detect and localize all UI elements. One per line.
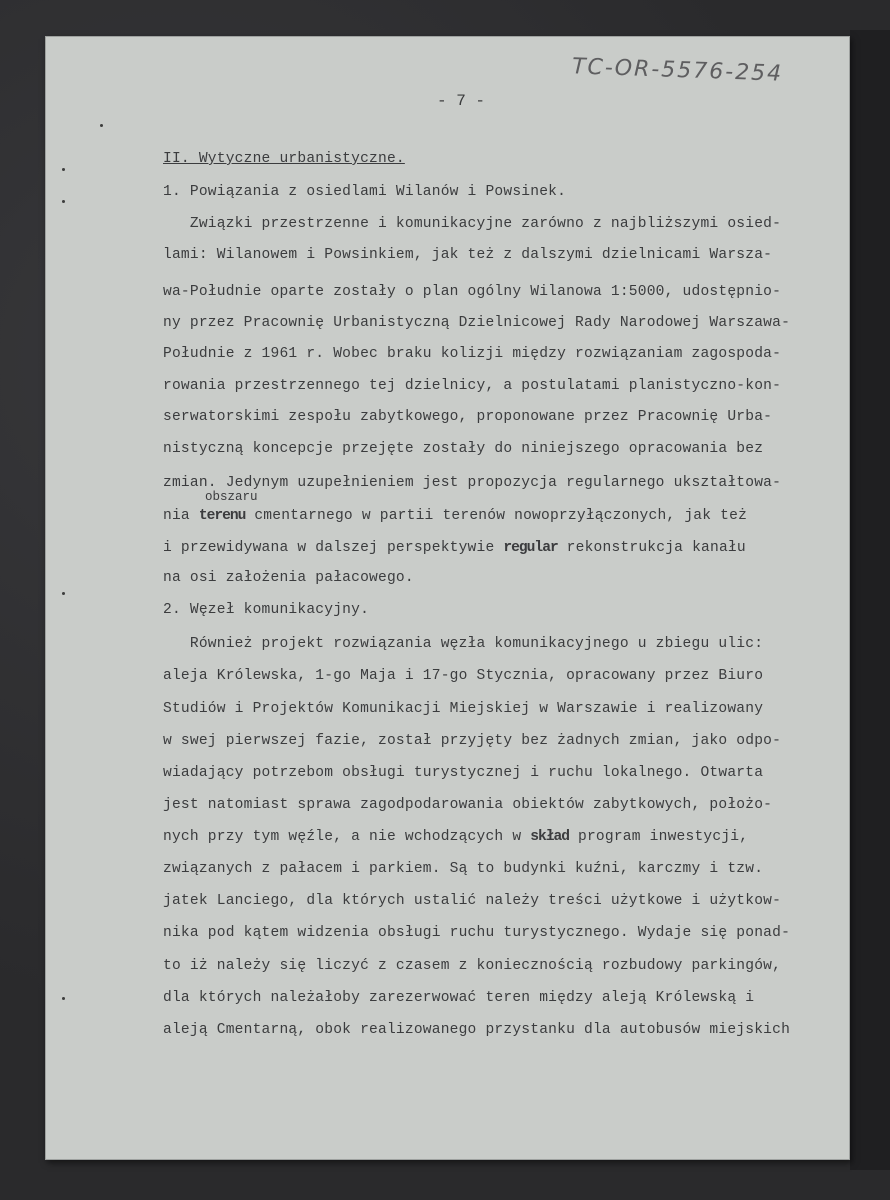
text-line: jest natomiast sprawa zagodpodarowania obiektów zabytkowych, położo- [163,797,773,813]
text-line: ny przez Pracownię Urbanistyczną Dzielnicowej Rady Narodowej Warszawa- [163,315,791,331]
margin-mark [62,200,65,203]
text-line: 1. Powiązania z osiedlami Wilanów i Powsinek. [163,184,567,200]
text-line: nistyczną koncepcje przejęte zostały do niniejszego opracowania bez [163,441,764,457]
text-line-with-correction [163,540,746,556]
text-line: rowania przestrzennego tej dzielnicy, a postulatami planistyczno-kon- [163,378,782,394]
text-line: Związki przestrzenne i komunikacyjne zarówno z najbliższymi osied- [163,216,782,232]
interlinear-insertion: obszaru [205,490,258,504]
scanner-edge [850,30,890,1170]
text-segment: cmentarnego w partii terenów nowoprzyłączonych, jak też [245,508,748,524]
crossed-out-word: regular [503,540,558,556]
subsection-heading: 2. Węzeł komunikacyjny. [163,602,370,618]
crossed-out-word: terenu [198,508,246,524]
text-line: zmian. Jedynym uzupełnieniem jest propozycja regularnego ukształtowa- [163,475,782,491]
text-segment: i przewidywana w dalszej perspektywie [163,540,504,556]
text-segment: program inwestycji, [569,829,749,845]
margin-mark [62,997,65,1000]
text-line: lami: Wilanowem i Powsinkiem, jak też z dalszymi dzielnicami Warsza- [163,247,773,263]
text-line: dla których należałoby zarezerwować teren między aleją Królewską i [163,990,755,1006]
text-line: Studiów i Projektów Komunikacji Miejskiej w Warszawie i realizowany [163,701,764,717]
margin-mark [62,168,65,171]
text-line: serwatorskimi zespołu zabytkowego, proponowane przez Pracownię Urba- [163,409,773,425]
text-line-with-correction [163,829,748,845]
text-line: wa-Południe oparte zostały o plan ogólny Wilanowa 1:5000, udostępnio- [163,284,782,300]
text-segment: nia [163,508,199,524]
text-line: aleja Królewska, 1-go Maja i 17-go Stycznia, opracowany przez Biuro [163,668,764,684]
text-segment: nych przy tym węźle, a nie wchodzących w [163,829,531,845]
text-line: na osi założenia pałacowego. [163,570,414,586]
archive-id-handwritten: TC-OR-5576-254 [571,54,784,87]
text-line: Również projekt rozwiązania węzła komunikacyjnego u zbiegu ulic: [163,636,764,652]
text-line: jatek Lanciego, dla których ustalić należy treści użytkowe i użytkow- [163,893,782,909]
text-line: wiadający potrzebom obsługi turystycznej i ruchu lokalnego. Otwarta [163,765,764,781]
text-line: aleją Cmentarną, obok realizowanego przystanku dla autobusów miejskich [163,1022,791,1038]
text-line-with-correction [163,508,747,524]
text-line: związanych z pałacem i parkiem. Są to budynki kuźni, karczmy i tzw. [163,861,764,877]
margin-mark [62,592,65,595]
text-line: Południe z 1961 r. Wobec braku kolizji między rozwiązaniam zagospoda- [163,346,782,362]
text-segment: rekonstrukcja kanału [557,540,746,556]
section-heading: II. Wytyczne urbanistyczne. [163,151,405,167]
text-line: nika pod kątem widzenia obsługi ruchu turystycznego. Wydaje się ponad- [163,925,791,941]
margin-mark [100,124,103,127]
page-number: - 7 - [437,92,486,110]
crossed-out-word: skład [530,829,570,845]
text-line: to iż należy się liczyć z czasem z koniecznością rozbudowy parkingów, [163,958,782,974]
text-line: w swej pierwszej fazie, został przyjęty bez żadnych zmian, jako odpo- [163,733,782,749]
